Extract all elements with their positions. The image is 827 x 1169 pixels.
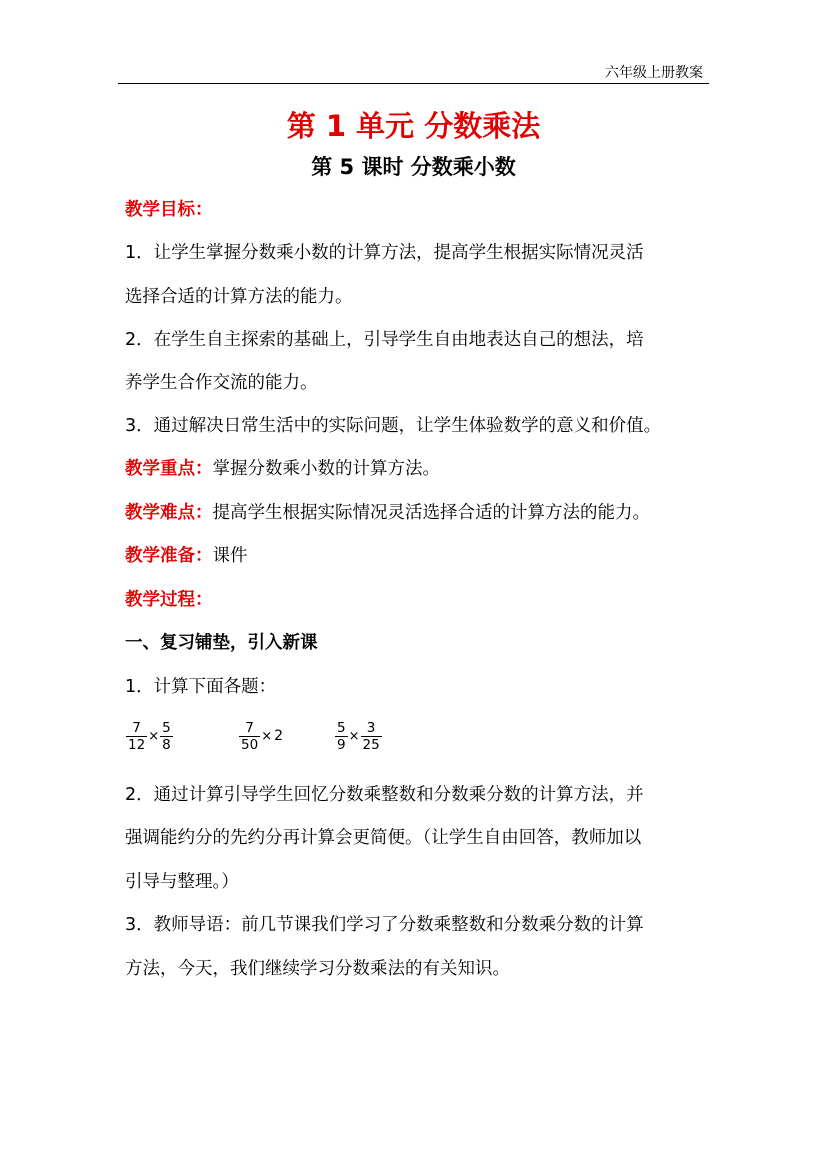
fraction: $\frac{5}{9}$ <box>337 719 346 753</box>
fraction: $\frac{7}{50}$ <box>241 719 259 753</box>
section-1-heading: 一、复习铺垫，引入新课 <box>125 633 318 653</box>
unit-title: 第 1 单元 分数乘法 <box>286 109 541 143</box>
difficulty <box>125 501 650 525</box>
multiply-sign: × <box>148 728 160 744</box>
multiply-sign: × <box>348 728 360 744</box>
exercise-3 <box>335 716 382 756</box>
objective-2-line-1: 2．在学生自主探索的基础上，引导学生自由地表达自己的想法，培 <box>125 330 644 350</box>
difficulty-label: 教学难点： <box>125 503 213 523</box>
objective-1-line-1: 1．让学生掌握分数乘小数的计算方法，提高学生根据实际情况灵活 <box>125 243 644 263</box>
header-divider <box>118 83 709 84</box>
objective-1-line-2: 选择合适的计算方法的能力。 <box>125 287 353 307</box>
preparation-label: 教学准备： <box>125 546 213 566</box>
objective-2-line-2: 养学生合作交流的能力。 <box>125 373 318 393</box>
fraction: $\frac{7}{12}$ <box>128 719 146 753</box>
preparation <box>125 544 248 568</box>
exercise-2 <box>239 716 283 756</box>
step-1: 1．计算下面各题： <box>125 677 277 697</box>
process-heading: 教学过程： <box>125 590 213 610</box>
step-3-line-1: 3．教师导语：前几节课我们学习了分数乘整数和分数乘分数的计算 <box>125 915 644 935</box>
objective-3: 3．通过解决日常生活中的实际问题，让学生体验数学的意义和价值。 <box>125 416 662 436</box>
step-3-line-2: 方法，今天，我们继续学习分数乘法的有关知识。 <box>125 959 510 979</box>
fraction: $\frac{3}{25}$ <box>362 719 380 753</box>
step-2-line-2: 强调能约分的先约分再计算会更简便。（让学生自由回答，教师加以 <box>125 828 642 848</box>
key-point <box>125 457 440 481</box>
document-header-label: 六年级上册教案 <box>605 65 703 81</box>
step-2-line-3: 引导与整理。） <box>125 872 239 892</box>
multiply-sign: × <box>261 728 273 744</box>
key-point-label: 教学重点： <box>125 459 213 479</box>
whole-number: 2 <box>274 728 284 744</box>
key-point-text: 掌握分数乘小数的计算方法。 <box>212 459 440 479</box>
lesson-title: 第 5 课时 分数乘小数 <box>311 155 516 179</box>
step-2-line-1: 2．通过计算引导学生回忆分数乘整数和分数乘分数的计算方法，并 <box>125 785 644 805</box>
objectives-heading: 教学目标： <box>125 200 213 220</box>
preparation-text: 课件 <box>212 546 248 566</box>
fraction: $\frac{5}{8}$ <box>162 719 171 753</box>
exercise-1 <box>126 716 173 756</box>
difficulty-text: 提高学生根据实际情况灵活选择合适的计算方法的能力。 <box>212 503 650 523</box>
